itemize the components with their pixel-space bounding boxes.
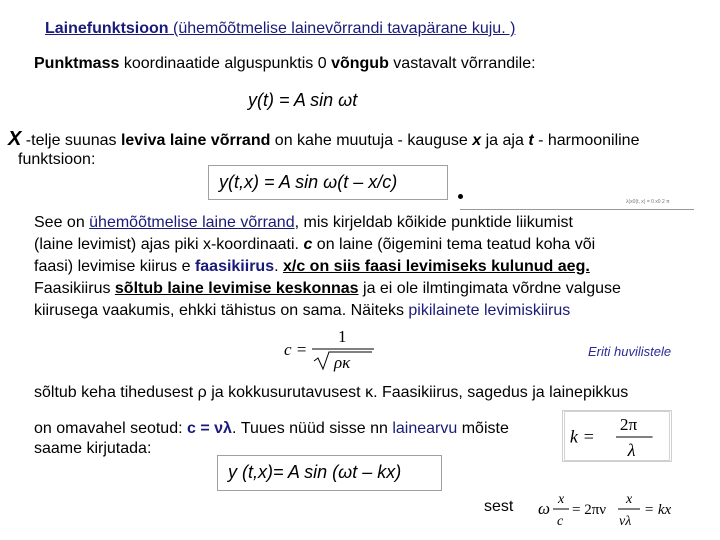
term-1d-wave-equation: ühemõõtmelise laine võrrand [89,214,295,231]
sest-label: sest [484,498,514,515]
formula-denominator: λ [627,440,636,461]
text-span: koordinaatide alguspunktis 0 [119,55,332,72]
text-span: -telje suunas [21,132,121,149]
paragraph-line [34,212,674,234]
paragraph-line [34,278,674,300]
mid-term: = 2πν [572,502,607,518]
text-span: - harmooniline [533,132,640,149]
intro-sentence [34,55,536,73]
text-span: kiirusega vaakumis, ehkki tähistus on sama. Näiteks [34,302,409,319]
tiny-label: λ(x0(t, x) = 0 x0 2 π [626,199,670,205]
frac1-num: x [558,492,565,507]
term-vongub: võngub [331,55,389,72]
relation-sentence [34,420,509,438]
text-span: on kahe muutuja - kauguse [270,132,473,149]
title-rest: (ühemõõtmelise lainevõrrandi tavapärane kuju. ) [168,20,516,37]
relation-c-nu-lambda: c = νλ [187,420,232,437]
formula-omega-relation [536,486,696,530]
rhs-term: = kx [644,502,672,518]
text-span: faasi) levimise kiirus e [34,258,195,275]
term-longitudinal-speed: pikilainete levimiskiirus [408,302,571,319]
density-sentence: sõltub keha tihedusest ρ ja kokkusurutavusest κ. Faasikiirus, sagedus ja lainepikkus [34,384,629,401]
explanation-paragraph [34,212,674,322]
paragraph-line [34,256,674,278]
formula-numerator: 2π [619,415,638,435]
text-span: . [274,258,283,275]
formula-denominator: ρκ [334,353,351,372]
note-eriti-huvilistele: Eriti huvilistele [588,344,672,359]
formula-lhs: k = [569,426,595,447]
term-punktmass: Punktmass [34,55,120,72]
term-leviva-laine: leviva laine võrrand [120,132,271,149]
var-x: x [472,132,482,149]
var-c: c [303,236,313,253]
term-lainearv: lainearvu [392,420,458,437]
phase-time-note: x/c on siis faasi levimiseks kulunud aeg. [282,258,590,275]
text-span: . Tuues nüüd sisse nn [231,420,393,437]
text-span: ja ei ole ilmtingimata võrdne valguse [358,280,621,297]
title-bold: Lainefunktsioon [45,20,169,37]
var-t: t [528,132,534,149]
formula-wavenumber [562,410,672,462]
text-span: Faasikiirus [34,280,115,297]
x-axis-letter: X [8,128,22,150]
text-span: See on [34,214,90,231]
wave-equation-intro [8,128,639,151]
equation-final-box: y (t,x)= A sin (ωt – kx) [217,455,442,491]
equation-oscillation: y(t) = A sin ωt [248,90,358,110]
text-span: on laine (õigemini tema teatud koha või [312,236,596,253]
relation-sentence-line2: saame kirjutada: [34,440,152,457]
text-span: ja aja [481,132,529,149]
formula-numerator: 1 [338,327,347,346]
term-faasikiirus: faasikiirus [194,258,275,275]
paragraph-line [34,300,674,322]
medium-dependence-note: sõltub laine levimise keskonnas [114,280,359,297]
frac1-den: c [557,514,564,529]
formula-lhs: c = [284,340,308,359]
omega-symbol: ω [538,499,551,518]
page-title [45,20,515,38]
text-span: , mis kirjeldab kõikide punktide liikumist [294,214,573,231]
equation-wave-box: y(t,x) = A sin ω(t – x/c) [208,165,448,200]
wave-equation-intro-line2: funktsioon: [18,151,96,168]
text-span: on omavahel seotud: [34,420,187,437]
paragraph-line [34,234,674,256]
frac2-den: νλ [619,514,632,529]
divider-line [460,209,694,210]
bullet-dot [458,194,463,199]
text-span: (laine levimist) ajas piki x-koordinaati. [34,236,304,253]
frac2-num: x [626,492,633,507]
text-span: vastavalt võrrandile: [388,55,536,72]
text-span: mõiste [457,420,509,437]
formula-phase-speed [282,324,392,374]
